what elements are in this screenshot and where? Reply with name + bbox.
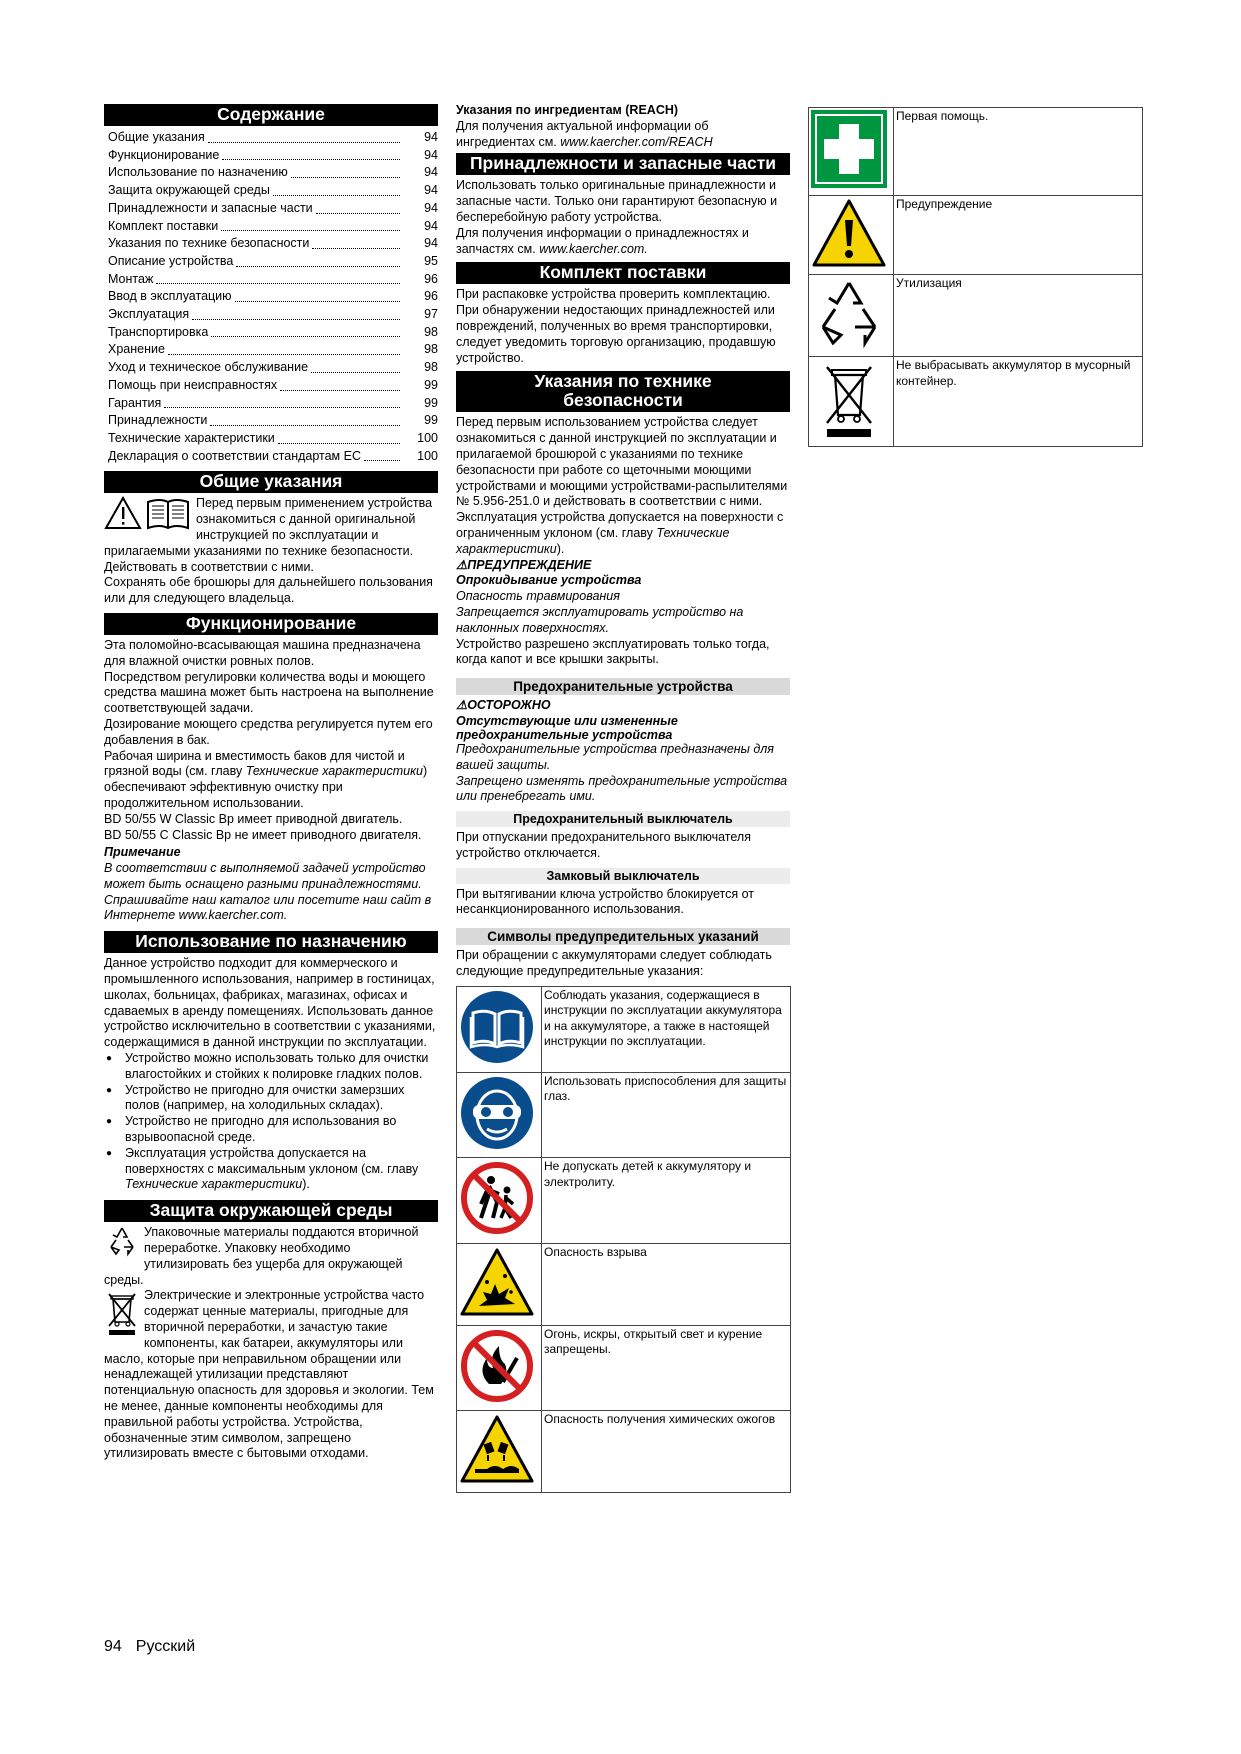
toc-leader	[210, 425, 400, 426]
toc-leader	[312, 248, 400, 249]
manual-icon	[459, 989, 535, 1065]
function-text-2: Посредством регулировки количества воды и моющего средства машина может быть настроена на выполнение соответствующей задачи.	[104, 669, 434, 716]
toc-entry-title: Общие указания	[108, 130, 205, 144]
toc-entry-page: 98	[424, 324, 438, 339]
symbol-text: Соблюдать указания, содержащиеся в инструкции по эксплуатации аккумулятора и на аккумуляторе, а также в настоящей инструкции по эксплуатации.	[542, 986, 791, 1072]
symbol-text: Не выбрасывать аккумулятор в мусорный контейнер.	[894, 357, 1143, 447]
function-text-4: Рабочая ширина и вместимость баков для чистой и грязной воды (см. главу Технические характеристики) обеспечивают эффективную очистку при продолжительном использовании.	[104, 748, 428, 810]
toc-entry[interactable]	[104, 324, 438, 342]
page-number: 94	[104, 1638, 122, 1655]
list-item: ● Устройство не пригодно для очистки замерзших полов (например, на холодильных складах).	[104, 1083, 438, 1115]
list-item: ● Эксплуатация устройства допускается на поверхностях с максимальным уклоном (см. главу Технические характеристики).	[104, 1146, 438, 1193]
toc-entry[interactable]	[104, 341, 438, 359]
column-right	[808, 107, 1143, 447]
corrosive-icon	[459, 1413, 535, 1485]
toc-entry[interactable]	[104, 129, 438, 147]
accessories-link[interactable]: www.kaercher.com.	[539, 241, 648, 256]
toc-entry-page: 94	[424, 183, 438, 198]
toc-entry-title: Хранение	[108, 342, 165, 357]
column-left	[104, 104, 438, 1462]
toc-entry-title: Защита окружающей среды	[108, 183, 270, 198]
toc-entry[interactable]	[104, 218, 438, 236]
safety-switch-text: При отпускании предохранительного выключателя устройство отключается.	[456, 830, 751, 860]
warning-line-3: Устройство разрешено эксплуатировать только тогда, когда капот и все крышки закрыты.	[456, 636, 770, 667]
toc-entry-title: Принадлежности и запасные части	[108, 200, 313, 215]
toc-entry-page: 99	[424, 377, 438, 392]
function-heading: Функционирование	[104, 613, 438, 635]
table-row	[457, 1244, 791, 1326]
reach-title: Указания по ингредиентам (REACH)	[456, 103, 679, 117]
function-text-1: Эта поломойно-всасывающая машина предназначена для влажной очистки ровных полов.	[104, 637, 421, 668]
table-row	[457, 986, 791, 1072]
note-text: В соответствии с выполняемой задачей устройство может быть оснащено разными принадлежностями. Спрашивайте наш каталог или посетите наш сайт в Интернете www.kaercher.com.	[104, 861, 432, 923]
warning-line-1: Опасность травмирования	[456, 589, 620, 604]
intended-use-heading: Использование по назначению	[104, 931, 438, 953]
toc-leader	[208, 142, 400, 143]
toc-heading: Содержание	[104, 104, 438, 126]
table-row	[809, 195, 1143, 275]
toc-entry-page: 94	[424, 130, 438, 144]
general-heading: Общие указания	[104, 471, 438, 493]
toc-entry[interactable]	[104, 395, 438, 413]
table-row	[457, 1072, 791, 1158]
warning-symbols-intro: При обращении с аккумуляторами следует соблюдать следующие предупредительные указания:	[456, 948, 772, 979]
no-bin-icon	[106, 1290, 138, 1336]
delivery-text: При распаковке устройства проверить комплектацию. При обнаружении недостающих принадлежностей или повреждений, полученных во время транспортировки, следует уведомить торговую организацию, продавшую устройство.	[456, 287, 776, 365]
symbol-text: Опасность взрыва	[542, 1244, 791, 1326]
warning-icon	[811, 198, 887, 268]
toc-entry[interactable]	[104, 430, 438, 448]
toc-entry-title: Помощь при неисправностях	[108, 377, 278, 392]
symbol-text: Огонь, искры, открытый свет и курение запрещены.	[542, 1325, 791, 1411]
table-row	[809, 275, 1143, 357]
toc-entry-title: Транспортировка	[108, 324, 209, 339]
toc-leader	[236, 266, 400, 267]
toc-entry-page: 99	[424, 413, 438, 428]
toc-leader	[364, 460, 400, 461]
list-item: ● Устройство можно использовать только для очистки влагостойких и стойких к полировке гладких полов.	[104, 1051, 438, 1083]
symbol-text: Предупреждение	[894, 195, 1143, 275]
toc-entry-page: 94	[424, 200, 438, 215]
caution-title: Отсутствующие или измененные предохранительные устройства	[456, 713, 678, 742]
toc-entry-title: Указания по технике безопасности	[108, 236, 310, 251]
toc-entry-page: 97	[424, 307, 438, 322]
table-row	[457, 1325, 791, 1411]
safety-text-2: Эксплуатация устройства допускается на поверхности с ограниченным уклоном (см. главу Технические характеристики).	[456, 510, 784, 556]
toc-entry-title: Принадлежности	[108, 413, 208, 428]
table-row	[457, 1158, 791, 1244]
toc-entry-title: Гарантия	[108, 395, 162, 410]
table-row	[457, 1411, 791, 1493]
recycling-icon	[811, 277, 887, 349]
function-text-3: Дозирование моющего средства регулируется путем его добавления в бак.	[104, 716, 433, 747]
toc-entry-page: 98	[424, 342, 438, 357]
column-middle	[456, 104, 790, 1493]
toc-entry-page: 95	[424, 253, 438, 268]
toc-entry-page: 96	[424, 271, 438, 286]
toc-leader	[273, 195, 400, 196]
key-switch-text: При вытягивании ключа устройство блокируется от несанкционированного использования.	[456, 886, 755, 917]
goggles-icon	[459, 1075, 535, 1151]
toc-entry[interactable]	[104, 377, 438, 395]
toc-leader	[192, 319, 400, 320]
warning-label: ⚠ПРЕДУПРЕЖДЕНИЕ	[456, 557, 592, 572]
intended-use-list	[104, 1051, 438, 1193]
delivery-heading: Комплект поставки	[456, 262, 790, 284]
safety-switch-heading: Предохранительный выключатель	[456, 811, 790, 827]
symbol-text: Опасность получения химических ожогов	[542, 1411, 791, 1493]
symbol-text: Утилизация	[894, 275, 1143, 357]
toc-entry-title: Использование по назначению	[108, 165, 288, 180]
toc-entry[interactable]	[104, 288, 438, 306]
reach-link[interactable]: www.kaercher.com/REACH	[560, 134, 713, 149]
toc-entry[interactable]	[104, 271, 438, 289]
toc-entry[interactable]	[104, 359, 438, 377]
toc-entry[interactable]	[104, 412, 438, 430]
toc-entry[interactable]	[104, 182, 438, 200]
accessories-heading: Принадлежности и запасные части	[456, 153, 790, 175]
battery-symbols-table	[808, 107, 1143, 447]
toc-leader	[235, 301, 400, 302]
toc-leader	[211, 336, 400, 337]
symbol-text: Не допускать детей к аккумулятору и электролиту.	[542, 1158, 791, 1244]
toc-entry-page: 100	[417, 430, 438, 445]
intended-use-text: Данное устройство подходит для коммерческого и промышленного использования, например в гостиницах, школах, больницах, фабриках, магазинах, офисах и сдаваемых в аренду помещениях. Использовать данное устройство исключительно в соответствии с указаниями, содержащимися в данной инструкции по эксплуатации.	[104, 956, 436, 1050]
no-children-icon	[459, 1160, 535, 1236]
function-text-5: BD 50/55 W Classic Bp имеет приводной двигатель.	[104, 811, 403, 826]
warning-title: Опрокидывание устройства	[456, 573, 642, 588]
general-section	[104, 496, 438, 607]
toc-entry[interactable]	[104, 448, 438, 466]
toc-entry-title: Декларация о соответствии стандартам ЕС	[108, 448, 361, 463]
key-switch-heading: Замковый выключатель	[456, 868, 790, 884]
warning-manual-icon	[104, 496, 192, 530]
toc-entry[interactable]	[104, 253, 438, 271]
toc-entry-page: 94	[424, 236, 438, 251]
accessories-text-2: Для получения информации о принадлежностях и запчастях см. www.kaercher.com.	[456, 225, 749, 256]
first-aid-icon	[811, 110, 887, 188]
environment-heading: Защита окружающей среды	[104, 1200, 438, 1222]
page-footer	[104, 1638, 209, 1656]
toc-entry-title: Комплект поставки	[108, 218, 219, 233]
toc-entry-title: Эксплуатация	[108, 307, 190, 322]
symbol-text: Первая помощь.	[894, 108, 1143, 196]
toc-leader	[168, 354, 400, 355]
warning-symbols-table	[456, 986, 791, 1493]
warning-line-2: Запрещается эксплуатировать устройство на наклонных поверхностях.	[456, 604, 744, 635]
toc-leader	[164, 407, 400, 408]
toc-entry-title: Функционирование	[108, 147, 220, 162]
explosion-icon	[459, 1246, 535, 1318]
toc-entry-title: Описание устройства	[108, 253, 234, 268]
toc-entry-page: 94	[424, 165, 438, 180]
toc-leader	[280, 390, 400, 391]
toc-leader	[278, 443, 400, 444]
toc-entry[interactable]	[104, 147, 438, 165]
footer-language: Русский	[135, 1638, 196, 1655]
toc-leader	[291, 177, 400, 178]
toc-entry-title: Технические характеристики	[108, 430, 275, 445]
toc-entry[interactable]	[104, 200, 438, 218]
caution-label: ⚠ОСТОРОЖНО	[456, 698, 551, 713]
toc-entry[interactable]	[104, 306, 438, 324]
general-text: Перед первым применением устройства ознакомиться с данной оригинальной инструкцией по эксплуатации и прилагаемыми указаниями по технике безопасности. Действовать в соответствии с ними.	[104, 496, 433, 574]
toc-entry-title: Монтаж	[108, 271, 154, 286]
list-item: ● Устройство не пригодно для использования во взрывоопасной среде.	[104, 1114, 438, 1146]
symbol-text: Использовать приспособления для защиты глаз.	[542, 1072, 791, 1158]
toc-entry-page: 96	[424, 289, 438, 304]
environment-text-1: Упаковочные материалы поддаются вторичной переработке. Упаковку необходимо утилизировать без ущерба для окружающей среды.	[104, 1225, 419, 1287]
toc-entry-page: 99	[424, 395, 438, 410]
reach-text: Для получения актуальной информации об ингредиентах см. www.kaercher.com/REACH	[456, 118, 713, 149]
caution-line-1: Предохранительные устройства предназначены для вашей защиты.	[456, 741, 774, 772]
recycling-icon	[106, 1225, 138, 1257]
toc-entry-page: 100	[417, 448, 438, 463]
toc-leader	[156, 283, 400, 284]
environment-section	[104, 1225, 438, 1462]
toc-leader	[222, 159, 400, 160]
toc-leader	[316, 213, 400, 214]
note-title: Примечание	[104, 845, 181, 860]
toc-entry-title: Уход и техническое обслуживание	[108, 360, 309, 375]
toc-entry-page: 94	[424, 147, 438, 162]
toc-entry[interactable]	[104, 164, 438, 182]
toc-leader	[221, 230, 400, 231]
protective-heading: Предохранительные устройства	[456, 678, 790, 695]
toc-leader	[311, 372, 400, 373]
toc-entry[interactable]	[104, 235, 438, 253]
accessories-text-1: Использовать только оригинальные принадлежности и запасные части. Только они гарантируют безопасную и бесперебойную работу устройства.	[456, 178, 778, 224]
function-text-6: BD 50/55 C Classic Bp не имеет приводного двигателя.	[104, 827, 422, 842]
toc-entry-title: Ввод в эксплуатацию	[108, 289, 232, 304]
environment-text-2: Электрические и электронные устройства часто содержат ценные материалы, пригодные для вторичной переработки, и зачастую такие компоненты, как батареи, аккумуляторы или масло, которые при неправильном обращении или ненадлежащей утилизации представляют потенциальную опасность для здоровья и экологии. Тем не менее, данные компоненты необходимы для правильной работы устройства. Устройства, обозначенные этим символом, запрещено утилизировать вместе с бытовыми отходами.	[104, 1288, 434, 1461]
no-bin-icon	[811, 359, 887, 439]
general-text-2: Сохранять обе брошюры для дальнейшего пользования или для следующего владельца.	[104, 575, 433, 606]
safety-heading: Указания по технике безопасности	[456, 371, 790, 412]
toc-entry-page: 98	[424, 360, 438, 375]
caution-line-2: Запрещено изменять предохранительные устройства или пренебрегать ими.	[456, 773, 788, 804]
warning-symbols-heading: Символы предупредительных указаний	[456, 928, 790, 945]
safety-text-1: Перед первым использованием устройства следует ознакомиться с данной инструкцией по эксплуатации и прилагаемой брошюрой с указаниями по технике безопасности при работе со щеточными моющими устройствами и моющими устройствами-распылителями № 5.956-251.0 и действовать в соответствии с ними.	[456, 415, 788, 509]
no-fire-icon	[459, 1328, 535, 1404]
table-row	[809, 108, 1143, 196]
toc-entry-page: 94	[424, 218, 438, 233]
table-row	[809, 357, 1143, 447]
table-of-contents	[104, 129, 438, 465]
